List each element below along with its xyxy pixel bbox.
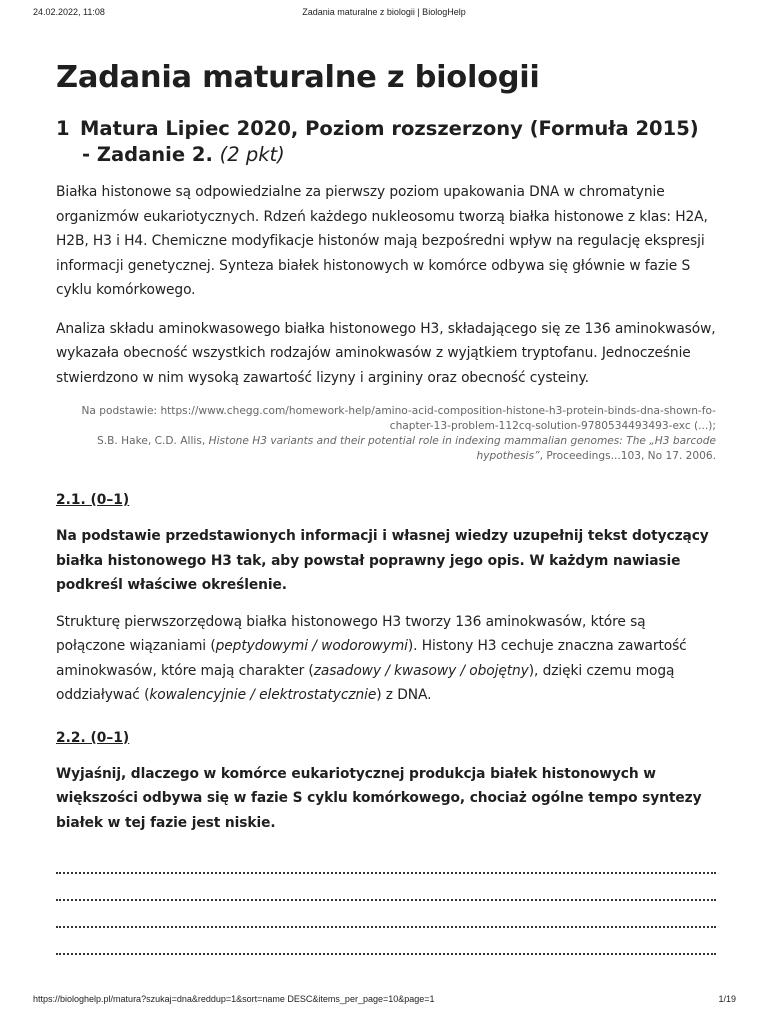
- page-title: Zadania maturalne z biologii: [56, 60, 540, 95]
- choice-amino-acid-character[interactable]: zasadowy / kwasowy / obojętny: [313, 662, 529, 679]
- task-points: (2 pkt): [219, 143, 285, 166]
- answer-line[interactable]: [56, 928, 716, 955]
- subtask-2-1-heading: 2.1. (0–1): [56, 492, 130, 508]
- source-journal: , Proceedings...103, No 17. 2006.: [539, 450, 716, 462]
- intro-paragraph-2: Analiza składu aminokwasowego białka histonowego H3, składającego się ze 136 aminokwasów, wykazała obecność wszystkich rodzajów aminokwasów z wyjątkiem tryptofanu. Jednocześnie stwierdzono w nim wysoką zawartość lizyny i argininy oraz obecność cysteiny.: [56, 320, 716, 386]
- fill-text-a: Strukturę pierwszorzędową białka histonowego H3 tworzy 136 aminokwasów, które są połączone wiązaniami (: [56, 613, 646, 654]
- answer-area[interactable]: [56, 847, 716, 955]
- print-page-title: Zadania maturalne z biologii | BiologHelp: [302, 7, 466, 17]
- source-citation: [56, 404, 716, 464]
- answer-line[interactable]: [56, 847, 716, 874]
- task-title-line1: Matura Lipiec 2020, Poziom rozszerzony (Formuła 2015): [80, 117, 699, 140]
- source-line-1: Na podstawie: https://www.chegg.com/homework-help/amino-acid-composition-histone-h3-protein-binds-dna-shown-fo-chapter-13-problem-112cq-solution-9780534493493-exc (...);: [81, 405, 716, 432]
- fill-text-c: ), dzięki czemu mogą oddziaływać (: [56, 662, 675, 703]
- choice-bond-type[interactable]: peptydowymi / wodorowymi: [215, 638, 408, 654]
- answer-line[interactable]: [56, 901, 716, 928]
- task-heading: [56, 116, 716, 168]
- task-number: 1: [56, 117, 70, 140]
- fill-text-d: ) z DNA.: [376, 687, 432, 703]
- subtask-2-2-heading: 2.2. (0–1): [56, 729, 130, 746]
- print-page-counter: 1/19: [718, 994, 736, 1004]
- main-content: [56, 58, 716, 955]
- source-line-2: [56, 434, 716, 464]
- fill-text-b: ). Histony H3 cechuje znaczna zawartość aminokwasów, które mają charakter (: [56, 638, 687, 679]
- intro-paragraph-1: Białka histonowe są odpowiedzialne za pierwszy poziom upakowania DNA w chromatynie organizmów eukariotycznych. Rdzeń każdego nukleosomu tworzą białka histonowe z klas: H2A, H2B, H3 i H4. Chemiczne modyfikacje histonów mają bezpośredni wpływ na regulację ekspresji informacji genetycznej. Synteza białek histonowych w komórce odbywa się głównie w fazie S cyklu komórkowego.: [56, 184, 708, 298]
- print-footer: [0, 994, 768, 1008]
- print-url: https://biologhelp.pl/matura?szukaj=dna&reddup=1&sort=name DESC&items_per_page=10&page=1: [33, 994, 435, 1004]
- subtask-2-1-text: [56, 610, 716, 708]
- print-datetime: 24.02.2022, 11:08: [33, 7, 105, 17]
- source-article-title: Histone H3 variants and their potential role in indexing mammalian genomes: The „H3 barcode hypothesis”: [208, 435, 716, 462]
- task-title-prefix: - Zadanie 2.: [82, 143, 220, 166]
- subtask-2-1-instruction: Na podstawie przedstawionych informacji i własnej wiedzy uzupełnij tekst dotyczący białka histonowego H3 tak, aby powstał poprawny jego opis. W każdym nawiasie podkreśl właściwe określenie.: [56, 528, 709, 593]
- choice-interaction-type[interactable]: kowalencyjnie / elektrostatycznie: [149, 687, 377, 703]
- answer-line[interactable]: [56, 874, 716, 901]
- source-authors: S.B. Hake, C.D. Allis,: [97, 435, 209, 447]
- subtask-2-2-instruction: Wyjaśnij, dlaczego w komórce eukariotycznej produkcja białek histonowych w większości odbywa się w fazie S cyklu komórkowego, chociaż ogólne tempo syntezy białek w tej fazie jest niskie.: [56, 765, 702, 831]
- task-title-line2: [82, 142, 716, 168]
- print-header: [0, 7, 768, 21]
